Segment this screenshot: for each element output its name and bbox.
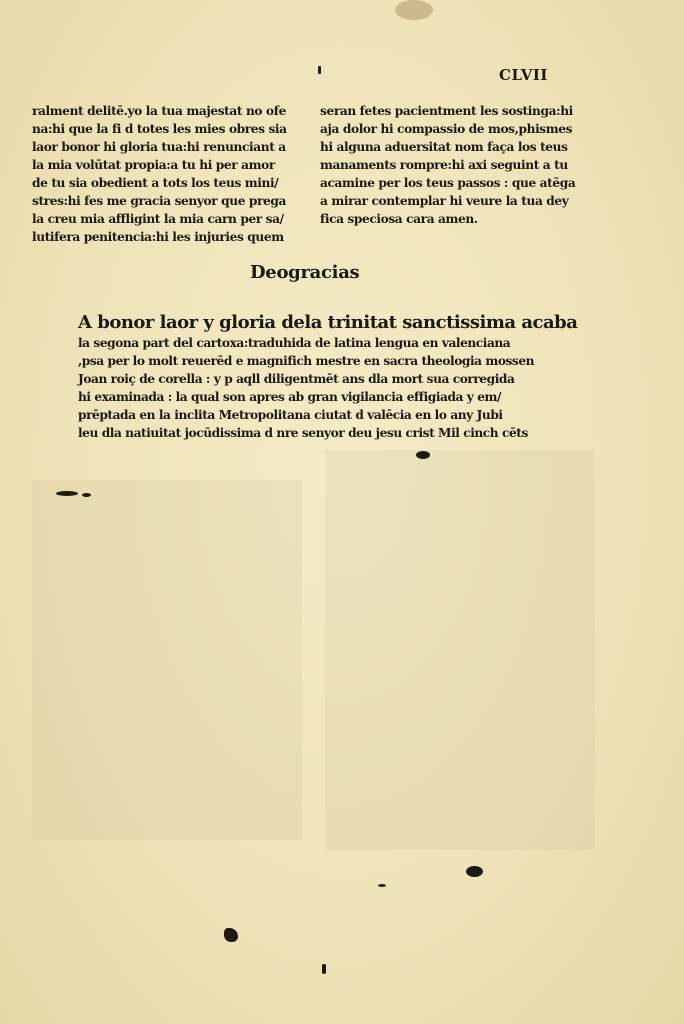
text-line: de tu sia obedient a tots los teus mini/ [32,176,279,190]
stain-top [395,0,433,20]
deo-gracias-heading: Deogracias [250,262,360,283]
colophon-line: prēptada en la inclita Metropolitana ciutat d valēcia en lo any Jubi [78,408,503,422]
text-line: a mirar contemplar hi veure la tua dey [320,194,569,208]
ink-blot [466,866,483,877]
text-line: fica speciosa cara amen. [320,212,478,226]
text-line: la creu mia affligint la mia carn per sa/ [32,212,284,226]
folio-number: CLVII [499,66,548,84]
show-through-left [32,480,302,840]
show-through-right [325,450,595,850]
colophon-line: Joan roiç de corella : y p aqll diligentmēt ans dla mort sua corregida [78,372,515,386]
text-line: stres:hi fes me gracia senyor que prega [32,194,287,208]
right-text-column [320,102,595,228]
colophon-heading: A bonor laor y gloria dela trinitat sanctissima acaba [78,312,578,333]
text-line: seran fetes pacientment les sostinga:hi [320,104,573,118]
colophon-line: ,psa per lo molt reuerēd e magnifich mestre en sacra theologia mossen [78,354,535,368]
text-line: aja dolor hi compassio de mos,phismes [320,122,573,136]
text-line: na:hi que la fi d totes les mies obres sia [32,122,287,136]
ink-blot [82,493,91,497]
colophon-line: hi examinada : la qual son apres ab gran vigilancia effigiada y em/ [78,390,501,404]
text-line: acamine per los teus passos : que atēga [320,176,576,190]
colophon-line: la segona part del cartoxa:traduhida de latina lengua en valenciana [78,336,511,350]
colophon [78,312,578,442]
ink-blot [416,451,430,459]
ink-blot [318,66,321,74]
text-line: laor bonor hi gloria tua:hi renunciant a [32,140,286,154]
text-line: ralment delitē.yo la tua majestat no ofe [32,104,286,118]
text-line: lutifera penitencia:hi les injuries quem [32,230,284,244]
text-line: la mia volūtat propia:a tu hi per amor [32,158,275,172]
colophon-line: leu dla natiuitat jocūdissima d nre senyor deu jesu crist Mil cinch cēts [78,426,528,440]
left-text-column [32,102,302,246]
text-line: hi alguna aduersitat nom faça los teus [320,140,568,154]
ink-blot [224,928,238,942]
text-line: manaments rompre:hi axi seguint a tu [320,158,568,172]
ink-blot [56,491,78,496]
ink-blot [322,964,326,974]
colophon-body [78,334,548,442]
ink-blot [378,884,386,887]
